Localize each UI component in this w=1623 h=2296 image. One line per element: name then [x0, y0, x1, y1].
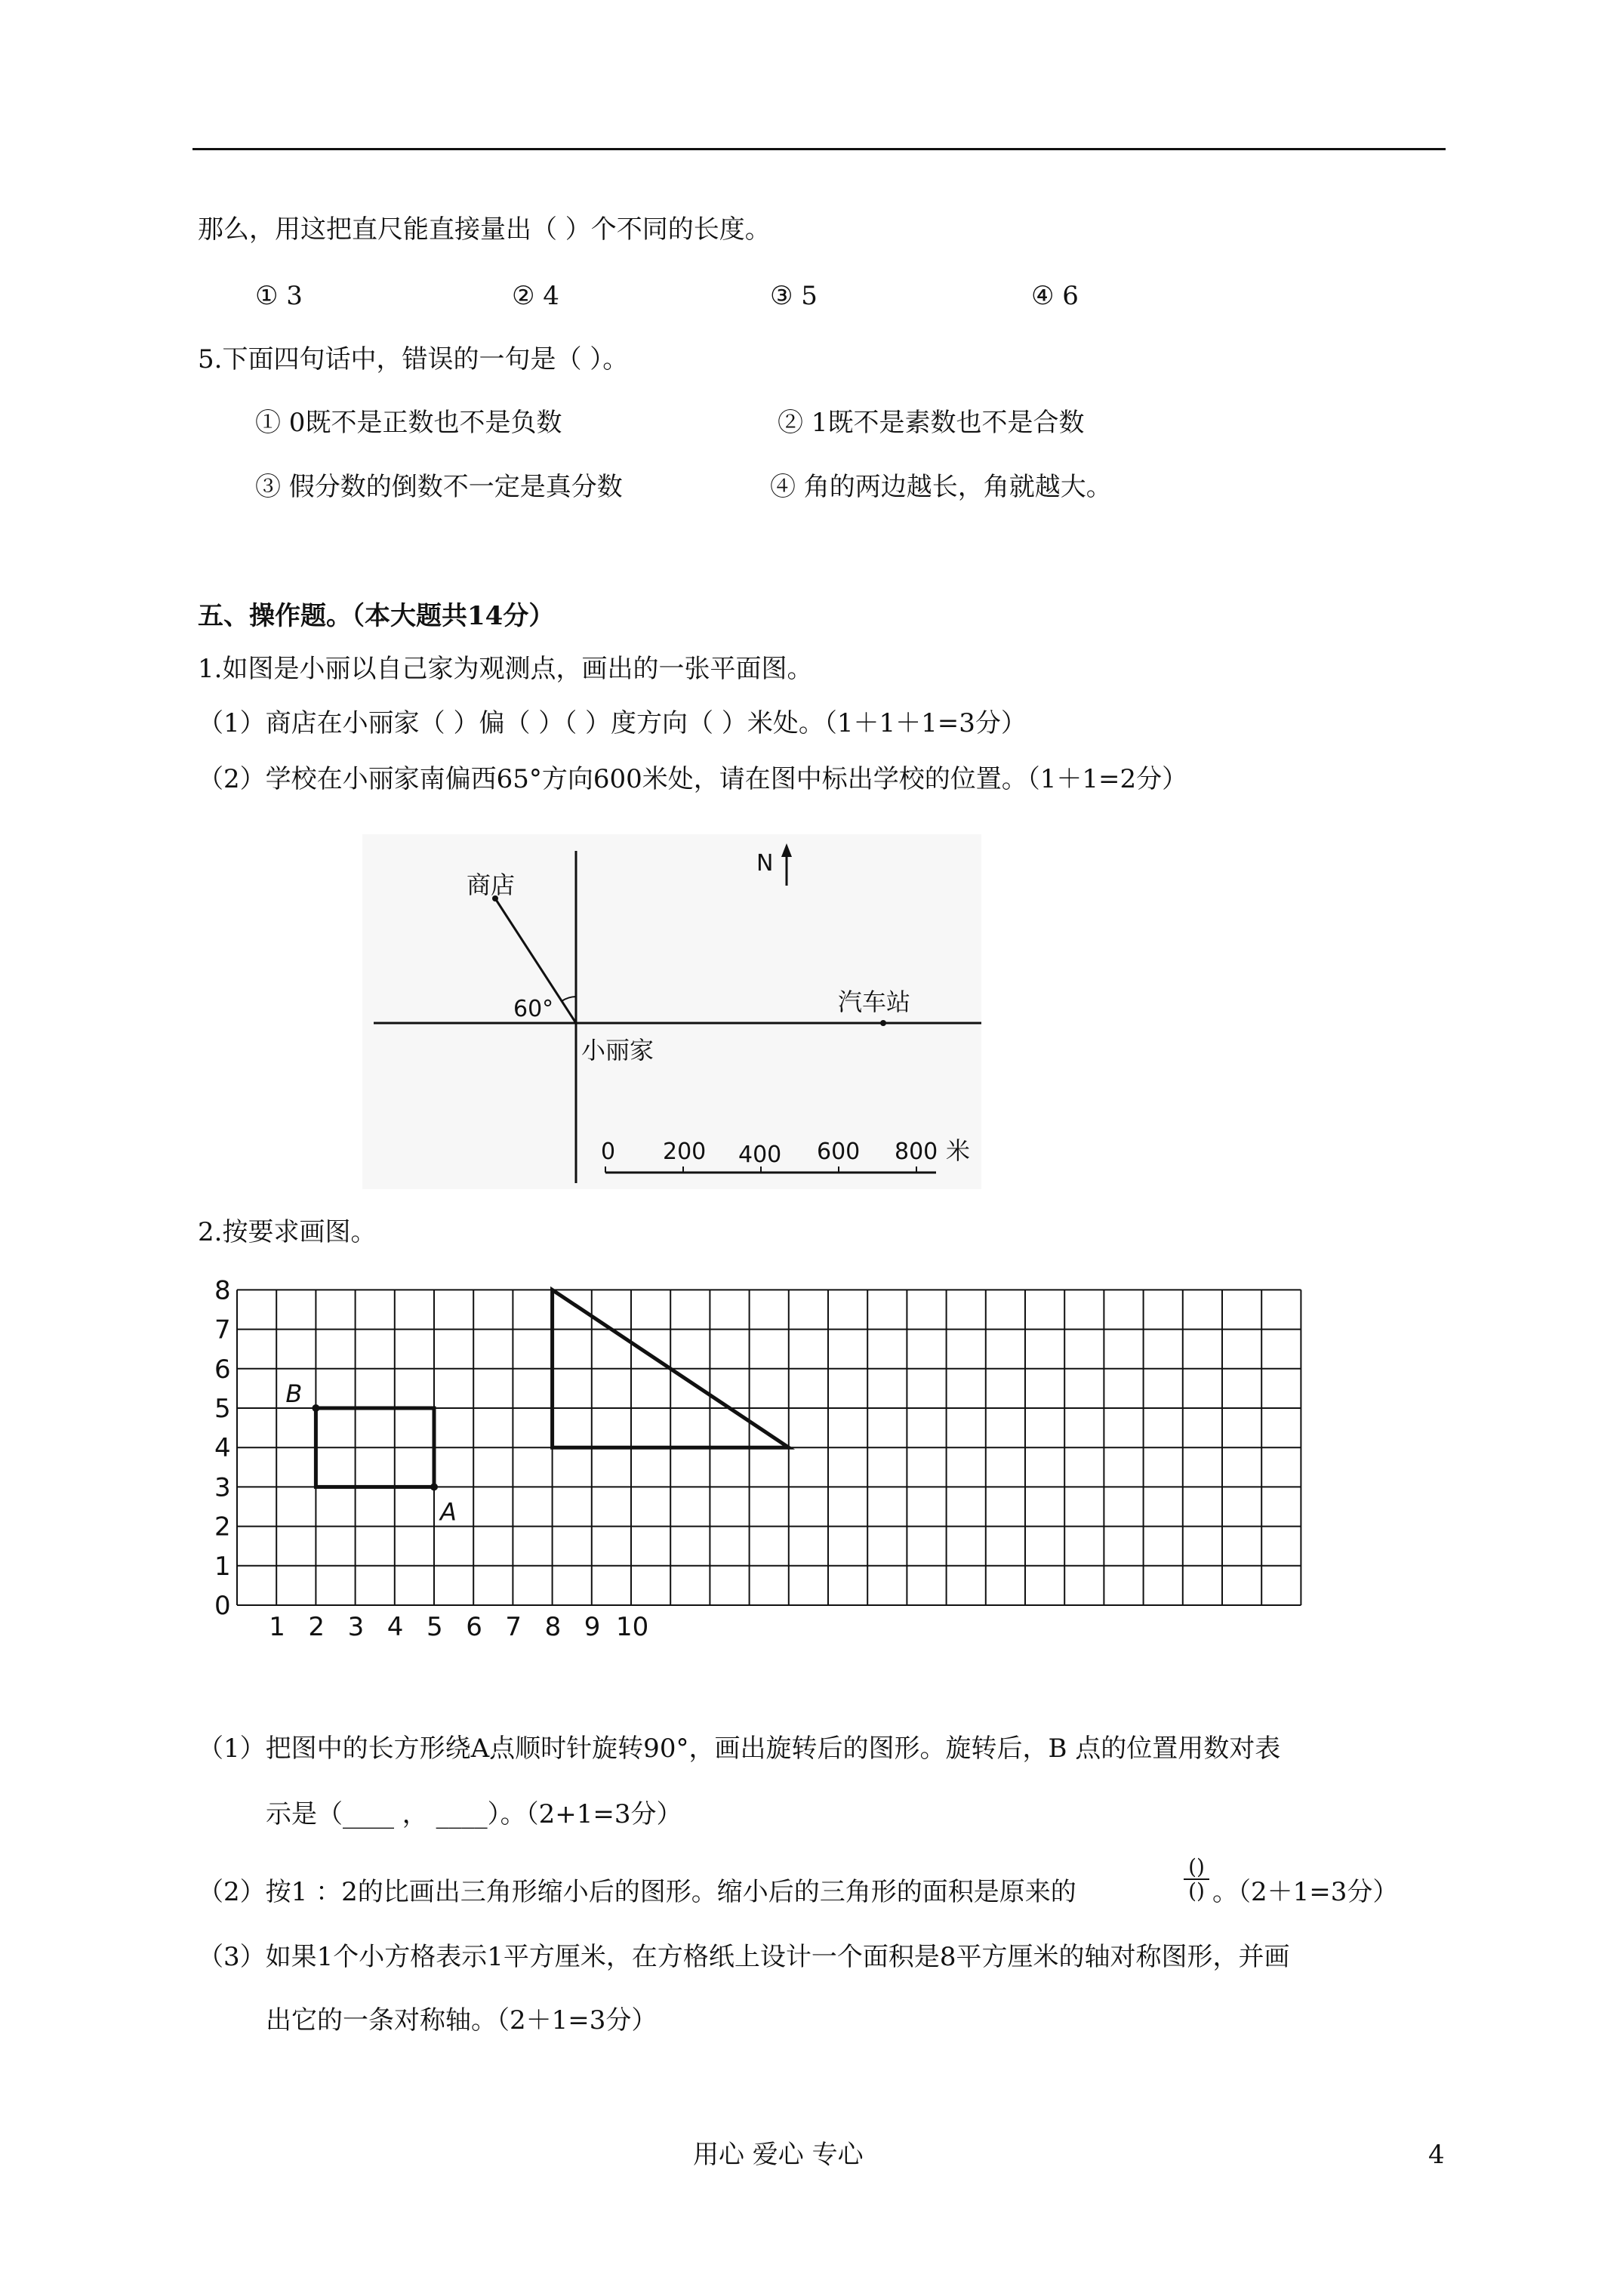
- q1-stem: 1.如图是小丽以自己家为观测点，画出的一张平面图。: [198, 654, 813, 684]
- q4-option-2: ② 4: [512, 281, 559, 311]
- fraction-numerator: (): [1188, 1854, 1205, 1879]
- q5-stem: 5.下面四句话中，错误的一句是（ ）。: [198, 344, 629, 374]
- y-tick-label: 3: [214, 1472, 231, 1503]
- q4-option-3: ③ 5: [770, 281, 818, 311]
- point-b: [312, 1404, 319, 1412]
- y-axis-labels: [214, 1276, 231, 1621]
- x-tick-label: 3: [347, 1612, 365, 1642]
- q5-option-3: ③ 假分数的倒数不一定是真分数: [255, 472, 623, 502]
- shop-label: 商店: [467, 871, 516, 899]
- header-rule: [192, 148, 1446, 150]
- y-tick-label: 5: [214, 1394, 231, 1424]
- x-tick-label: 5: [427, 1612, 443, 1642]
- q2-part3-line2: 出它的一条对称轴。（2＋1=3分）: [266, 2005, 658, 2036]
- station-point: [880, 1020, 886, 1026]
- y-tick-label: 6: [214, 1354, 231, 1385]
- q5-option-1: ① 0既不是正数也不是负数: [255, 408, 562, 438]
- q4-option-4: ④ 6: [1031, 281, 1079, 311]
- scale-label-400: 400: [738, 1142, 782, 1168]
- point-a-label: A: [440, 1497, 457, 1527]
- q2-part2: [198, 1877, 1076, 1907]
- q5-option-4: ④ 角的两边越长，角就越大。: [770, 472, 1112, 502]
- y-tick-label: 7: [214, 1314, 231, 1345]
- q4-option-1: ① 3: [255, 281, 303, 311]
- footer-motto: 用心 爱心 专心: [693, 2140, 864, 2170]
- y-tick-label: 8: [214, 1276, 231, 1306]
- point-a: [430, 1483, 438, 1490]
- x-tick-label: 9: [584, 1612, 601, 1642]
- page-number: 4: [1428, 2140, 1445, 2170]
- scale-label-0: 0: [601, 1139, 616, 1165]
- x-tick-label: 8: [544, 1612, 562, 1642]
- x-tick-label: 4: [387, 1612, 404, 1642]
- q2-stem: 2.按要求画图。: [198, 1217, 377, 1247]
- point-b-label: B: [285, 1379, 303, 1408]
- y-tick-label: 2: [214, 1512, 231, 1542]
- north-label: N: [756, 850, 774, 877]
- x-tick-label: 2: [308, 1612, 325, 1642]
- y-tick-label: 0: [214, 1591, 231, 1621]
- x-axis-labels: [269, 1612, 648, 1642]
- q1-part2: （2）学校在小丽家南偏西65°方向600米处，请在图中标出学校的位置。（1＋1=2分）: [198, 764, 1188, 794]
- q4-stem: 那么，用这把直尺能直接量出（ ）个不同的长度。: [198, 214, 771, 245]
- grid-figure: [198, 1276, 1307, 1646]
- x-tick-label: 10: [616, 1612, 649, 1642]
- y-tick-label: 1: [214, 1551, 231, 1582]
- q2-part1-line1: （1）把图中的长方形绕A点顺时针旋转90°，画出旋转后的图形。旋转后，B 点的位置用数对表: [198, 1734, 1281, 1764]
- scale-label-600: 600: [817, 1139, 861, 1165]
- q5-option-2: ② 1既不是素数也不是合数: [778, 408, 1085, 438]
- q2-part2-tail: 。（2＋1=3分）: [1212, 1877, 1399, 1907]
- scale-unit: 米: [946, 1136, 971, 1165]
- x-tick-label: 7: [505, 1612, 522, 1642]
- grid-shapes: [312, 1290, 788, 1490]
- scale-label-200: 200: [663, 1139, 707, 1165]
- y-tick-label: 4: [214, 1433, 231, 1464]
- station-label: 汽车站: [838, 988, 911, 1016]
- plan-map: [362, 834, 981, 1189]
- angle-label: 60°: [513, 996, 554, 1022]
- q2-part3-line1: （3）如果1个小方格表示1平方厘米，在方格纸上设计一个面积是8平方厘米的轴对称图形，并画: [198, 1942, 1290, 1972]
- section-heading: 五、操作题。（本大题共14分）: [198, 601, 555, 631]
- x-tick-label: 6: [466, 1612, 482, 1642]
- fraction-denominator: (): [1188, 1878, 1205, 1903]
- home-label: 小丽家: [581, 1036, 654, 1065]
- x-tick-label: 1: [269, 1612, 285, 1642]
- scale-label-800: 800: [895, 1139, 938, 1165]
- q2-part2-fraction: [1184, 1856, 1209, 1903]
- q2-part2-text: （2）按1 ：2的比画出三角形缩小后的图形。缩小后的三角形的面积是原来的: [198, 1877, 1076, 1907]
- q1-part1: （1）商店在小丽家（ ）偏（ ）（ ）度方向（ ）米处。（1＋1＋1=3分）: [198, 708, 1027, 738]
- q2-part1-line2: 示是（____ ， ____）。（2+1=3分）: [266, 1799, 682, 1829]
